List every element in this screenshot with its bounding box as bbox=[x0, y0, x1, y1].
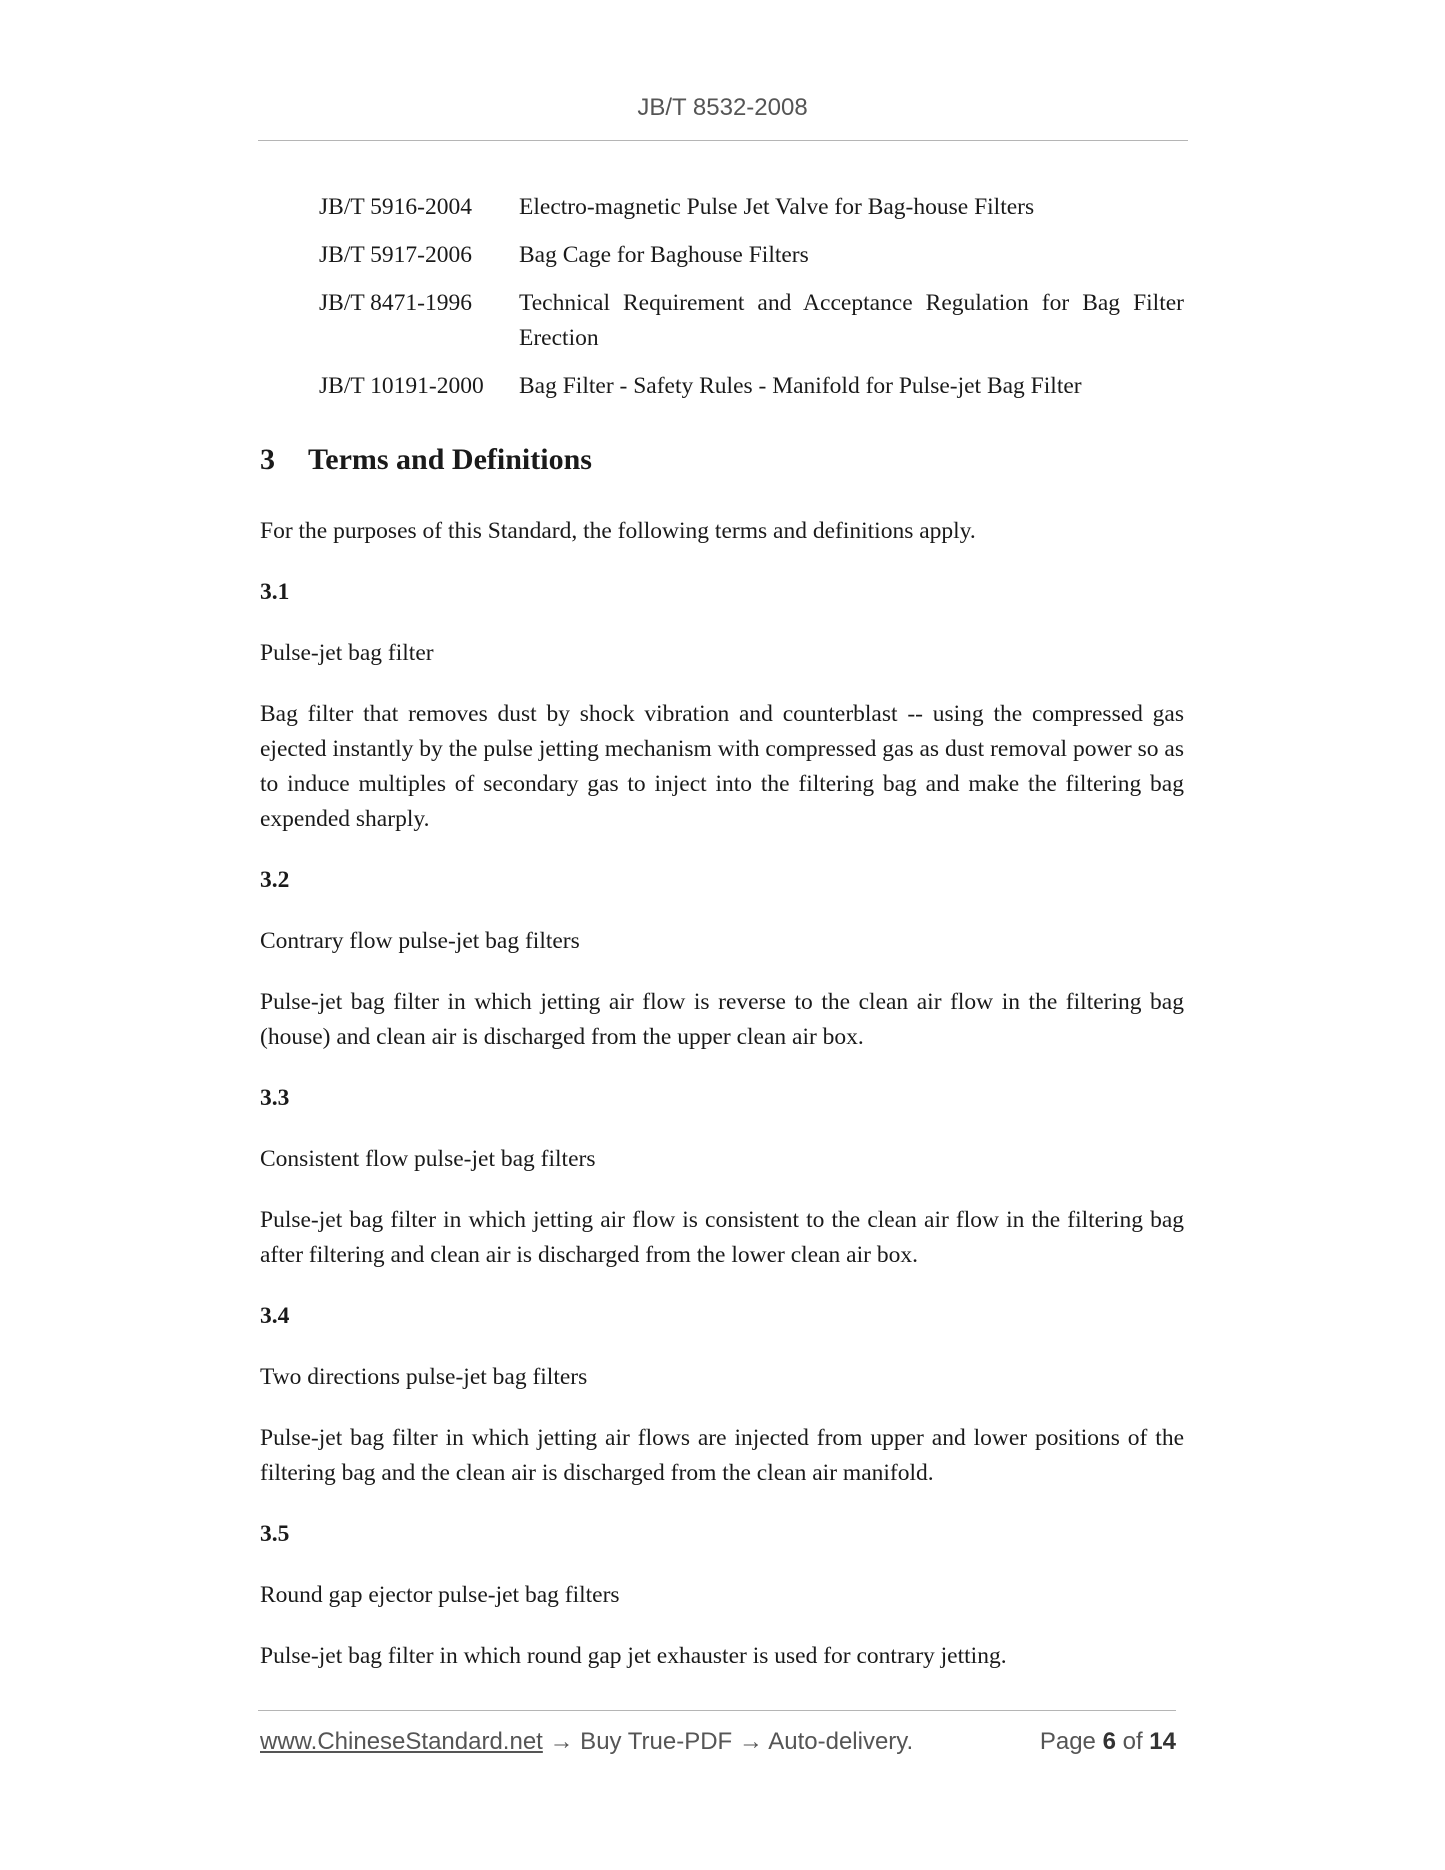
footer-promo bbox=[260, 1728, 913, 1756]
page-content bbox=[260, 190, 1184, 1674]
term-number: 3.3 bbox=[260, 1085, 290, 1111]
term-entry bbox=[260, 863, 1184, 1055]
term-definition: Pulse-jet bag filter in which jetting air flow is reverse to the clean air flow in the filtering bag (house) and clean air is discharged from the upper clean air box. bbox=[260, 989, 1184, 1050]
page-of-label: of bbox=[1122, 1728, 1143, 1755]
section-intro: For the purposes of this Standard, the following terms and definitions apply. bbox=[260, 518, 976, 544]
reference-title: Technical Requirement and Acceptance Regulation for Bag Filter Erection bbox=[519, 290, 1184, 351]
reference-row bbox=[260, 286, 1184, 356]
term-name: Contrary flow pulse-jet bag filters bbox=[260, 928, 580, 954]
term-entry bbox=[260, 1517, 1184, 1674]
page-number-indicator bbox=[1040, 1728, 1176, 1756]
term-definition: Pulse-jet bag filter in which jetting air flows are injected from upper and lower positions of the filtering bag and the clean air is discharged from the clean air manifold. bbox=[260, 1425, 1184, 1486]
term-definition: Pulse-jet bag filter in which jetting air flow is consistent to the clean air flow in the filtering bag after filtering and clean air is discharged from the lower clean air box. bbox=[260, 1207, 1184, 1268]
page-total: 14 bbox=[1149, 1728, 1176, 1755]
section-number: 3 bbox=[260, 443, 275, 476]
reference-title: Bag Filter - Safety Rules - Manifold for Pulse-jet Bag Filter bbox=[519, 373, 1082, 399]
reference-code: JB/T 5917-2006 bbox=[319, 242, 472, 268]
term-number: 3.4 bbox=[260, 1303, 290, 1329]
reference-code: JB/T 5916-2004 bbox=[319, 194, 472, 220]
reference-code: JB/T 10191-2000 bbox=[319, 373, 484, 399]
footer-divider bbox=[258, 1710, 1176, 1711]
running-header: JB/T 8532-2008 bbox=[637, 94, 808, 121]
section-heading bbox=[260, 440, 1184, 480]
page-current: 6 bbox=[1102, 1728, 1116, 1755]
page-footer bbox=[260, 1728, 1176, 1756]
reference-title: Bag Cage for Baghouse Filters bbox=[519, 242, 809, 268]
reference-title: Electro-magnetic Pulse Jet Valve for Bag-house Filters bbox=[519, 194, 1035, 220]
term-entry bbox=[260, 1081, 1184, 1273]
term-definition: Bag filter that removes dust by shock vibration and counterblast -- using the compressed gas ejected instantly by the pulse jetting mechanism with compressed gas as dust removal power so as to induce multiples of secondary gas to inject into the filtering bag and make the filtering bag expended sharply. bbox=[260, 701, 1184, 832]
term-name: Two directions pulse-jet bag filters bbox=[260, 1364, 588, 1390]
term-name: Consistent flow pulse-jet bag filters bbox=[260, 1146, 596, 1172]
section-title: Terms and Definitions bbox=[308, 443, 592, 476]
term-definition: Pulse-jet bag filter in which round gap jet exhauster is used for contrary jetting. bbox=[260, 1643, 1007, 1669]
normative-references-list bbox=[260, 190, 1184, 404]
term-name: Round gap ejector pulse-jet bag filters bbox=[260, 1582, 620, 1608]
reference-code: JB/T 8471-1996 bbox=[319, 290, 472, 316]
reference-row bbox=[260, 369, 1184, 404]
footer-promo-text: → Buy True-PDF → Auto-delivery. bbox=[542, 1728, 914, 1755]
term-number: 3.5 bbox=[260, 1521, 290, 1547]
term-name: Pulse-jet bag filter bbox=[260, 640, 434, 666]
term-entry bbox=[260, 1299, 1184, 1491]
term-number: 3.2 bbox=[260, 867, 290, 893]
reference-row bbox=[260, 190, 1184, 225]
header-divider bbox=[258, 140, 1188, 141]
reference-row bbox=[260, 238, 1184, 273]
page-label: Page bbox=[1039, 1728, 1096, 1755]
site-link[interactable]: www.ChineseStandard.net bbox=[260, 1728, 543, 1755]
term-number: 3.1 bbox=[260, 579, 290, 605]
term-entry bbox=[260, 575, 1184, 837]
